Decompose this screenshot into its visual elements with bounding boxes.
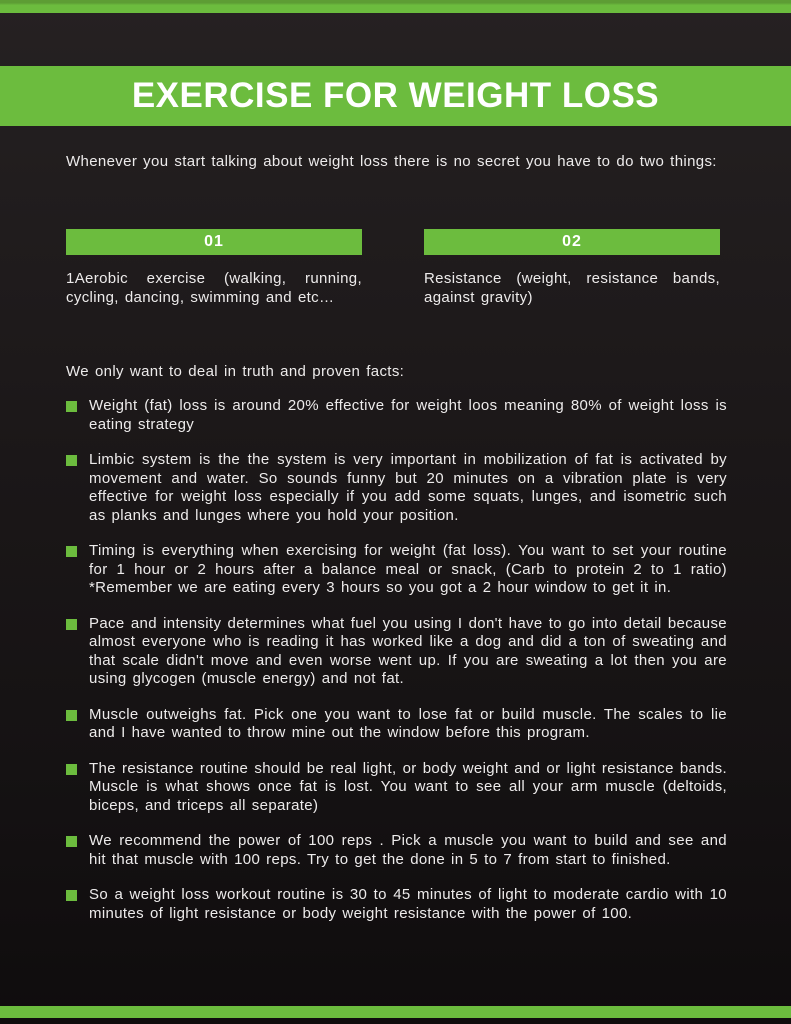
list-item <box>66 706 727 743</box>
step-number-2: 02 <box>562 233 582 250</box>
step-column-2 <box>424 229 720 307</box>
list-item-text: So a weight loss workout routine is 30 to 45 minutes of light to moderate cardio with 10 minutes of light resistance or body weight resistance with the power of 100. <box>89 886 727 922</box>
list-item-text: Timing is everything when exercising for weight (fat loss). You want to set your routine for 1 hour or 2 hours after a balance meal or snack, (Carb to protein 2 to 1 ratio) *Remember we are eating every 3 hours so you got a 2 hour window to get it in. <box>89 542 727 596</box>
list-item-text: Limbic system is the the system is very important in mobilization of fat is activated by movement and water. So sounds funny but 20 minutes on a vibration plate is very effective for weight loss especially if you add some squats, lunges, and isometric such as planks and lunges where you hold your position. <box>89 451 727 524</box>
list-item-text: Weight (fat) loss is around 20% effective for weight loos meaning 80% of weight loss is eating strategy <box>89 397 727 433</box>
page-title: EXERCISE FOR WEIGHT LOSS <box>131 76 660 115</box>
list-item <box>66 886 727 923</box>
bullet-square-icon <box>66 455 77 466</box>
intro-paragraph: Whenever you start talking about weight loss there is no secret you have to do two things: <box>66 153 717 170</box>
bullet-square-icon <box>66 836 77 847</box>
steps-row <box>66 229 720 307</box>
facts-heading: We only want to deal in truth and proven facts: <box>66 363 405 380</box>
step-description-1: 1Aerobic exercise (walking, running, cycling, dancing, swimming and etc… <box>66 270 362 306</box>
list-item <box>66 397 727 434</box>
step-description-2: Resistance (weight, resistance bands, against gravity) <box>424 270 720 306</box>
step-number-bar-1 <box>66 229 362 255</box>
list-item <box>66 542 727 598</box>
step-number-1: 01 <box>204 233 224 250</box>
title-banner <box>0 66 791 126</box>
bullet-square-icon <box>66 546 77 557</box>
list-item <box>66 760 727 816</box>
step-column-1 <box>66 229 362 307</box>
list-item <box>66 451 727 525</box>
list-item-text: Pace and intensity determines what fuel you using I don't have to go into detail because almost everyone who is reading it has worked like a dog and did a ton of sweating and that scale didn't move and even worse went up. If you are sweating a lot then you are using glycogen (muscle energy) and not fat. <box>89 614 727 687</box>
bullet-square-icon <box>66 401 77 412</box>
facts-list <box>66 397 727 940</box>
step-number-bar-2 <box>424 229 720 255</box>
list-item-text: Muscle outweighs fat. Pick one you want to lose fat or build muscle. The scales to lie and I have wanted to throw mine out the window before this program. <box>89 705 727 741</box>
bullet-square-icon <box>66 710 77 721</box>
bullet-square-icon <box>66 764 77 775</box>
list-item <box>66 615 727 689</box>
bullet-square-icon <box>66 890 77 901</box>
bullet-square-icon <box>66 619 77 630</box>
bottom-accent-bar <box>0 1006 791 1018</box>
list-item-text: The resistance routine should be real light, or body weight and or light resistance bands. Muscle is what shows once fat is lost. You want to see all your arm muscle (deltoids, biceps, and triceps all separate) <box>89 759 727 814</box>
list-item <box>66 832 727 869</box>
top-accent-bar <box>0 0 791 13</box>
list-item-text: We recommend the power of 100 reps . Pick a muscle you want to build and see and hit that muscle with 100 reps. Try to get the done in 5 to 7 from start to finished. <box>89 832 727 868</box>
